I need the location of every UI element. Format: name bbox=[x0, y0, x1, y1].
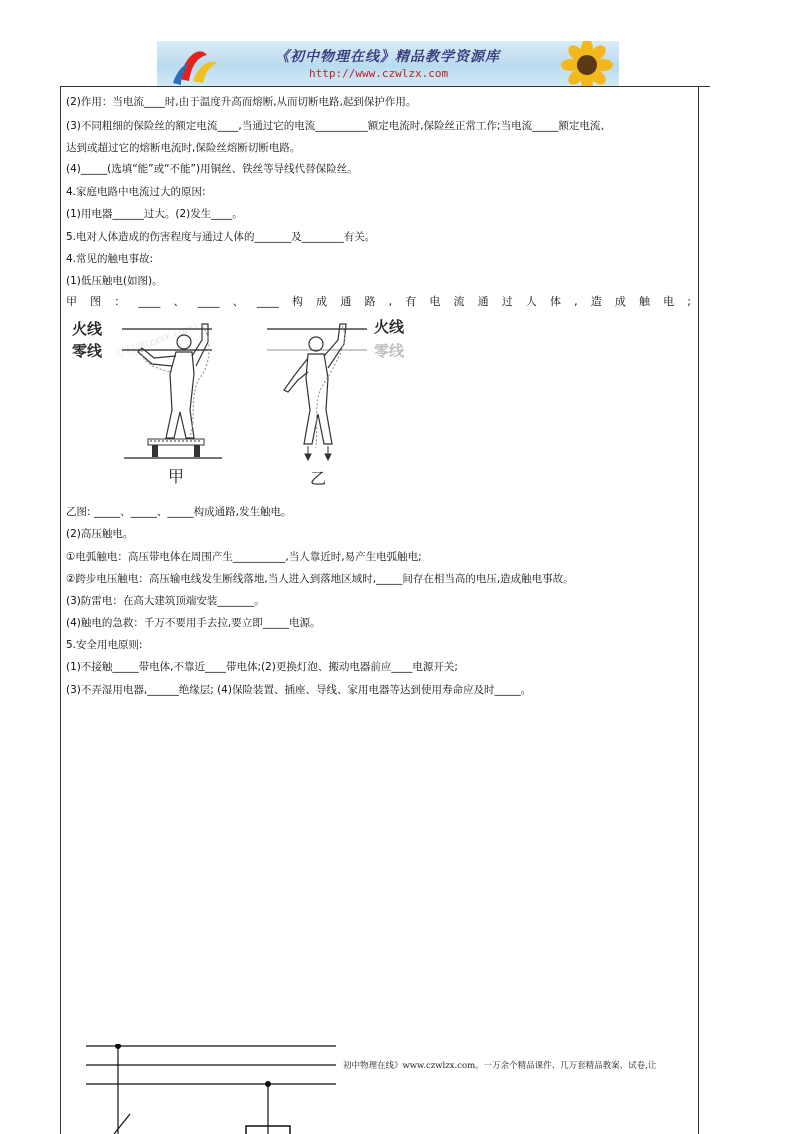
banner-url[interactable]: http://www.czwlzx.com bbox=[309, 67, 449, 80]
text-line: ①电弧触电：高压带电体在周围产生__________,当人靠近时,易产生电弧触电; bbox=[66, 551, 422, 563]
text-line: 4.常见的触电事故: bbox=[66, 253, 154, 265]
circuit-diagram bbox=[86, 1044, 346, 1134]
text-line: (2)高压触电。 bbox=[66, 528, 134, 540]
banner-title: 《初中物理在线》精品教学资源库 bbox=[275, 49, 500, 65]
figure-b-label: 乙 bbox=[310, 469, 327, 488]
text-line: (4)_____(选填“能”或“不能”)用铜丝、铁丝等导线代替保险丝。 bbox=[66, 163, 358, 175]
text-line: 5.电对人体造成的伤害程度与通过人体的_______及________有关。 bbox=[66, 231, 376, 243]
text-line: ②跨步电压触电：高压输电线发生断线落地,当人进入到落地区域时,_____间存在相当高的电压,造成触电事故。 bbox=[66, 573, 574, 585]
text-line: (2)作用：当电流____时,由于温度升高而熔断,从而切断电路,起到保护作用。 bbox=[66, 96, 417, 108]
ground-arrows bbox=[305, 446, 331, 460]
text-line: 乙图: _____、_____、_____构成通路,发生触电。 bbox=[66, 506, 292, 518]
text-line: (3)防雷电：在高大建筑顶端安装_______。 bbox=[66, 595, 265, 607]
electrocution-figure bbox=[62, 310, 422, 495]
live-wire-label-b: 火线 bbox=[374, 318, 405, 336]
text-line: 达到或超过它的熔断电流时,保险丝熔断切断电路。 bbox=[66, 142, 301, 154]
footer-text: 初中物理在线》www.czwlzx.com。一万余个精品课件、几万套精品教案、试卷,让 bbox=[343, 1061, 657, 1071]
neutral-wire-label-a: 零线 bbox=[72, 342, 103, 360]
insulating-stool bbox=[124, 439, 222, 458]
figure-a-label: 甲 bbox=[168, 467, 185, 486]
text-line: (1)不接触_____带电体,不靠近____带电体;(2)更换灯泡、搬动电器前应____电源开关; bbox=[66, 661, 458, 673]
text-line: (1)用电器______过大。(2)发生____。 bbox=[66, 208, 243, 220]
text-line: (4)触电的急救：千万不要用手去拉,要立即_____电源。 bbox=[66, 617, 321, 629]
text-line: 5.安全用电原则: bbox=[66, 639, 143, 651]
sunflower-icon bbox=[547, 41, 619, 86]
text-line: 4.家庭电路中电流过大的原因: bbox=[66, 186, 206, 198]
logo-icon bbox=[167, 41, 227, 86]
person-b bbox=[284, 324, 346, 448]
neutral-wire-label-b: 零线 bbox=[374, 342, 405, 360]
text-line: (3)不弄湿用电器,______绝缘层; (4)保险装置、插座、导线、家用电器等达到使用寿命应及时_____。 bbox=[66, 684, 532, 696]
live-wire-label-a: 火线 bbox=[72, 320, 103, 338]
watermark-text: 学科网(zxxk.com) bbox=[115, 321, 200, 361]
header-banner bbox=[157, 41, 619, 86]
text-line: (3)不同粗细的保险丝的额定电流____,当通过它的电流__________额定电流时,保险丝正常工作;当电流_____额定电流、 bbox=[66, 120, 611, 132]
text-line: (1)低压触电(如图)。 bbox=[66, 275, 163, 287]
switch-icon bbox=[114, 1114, 130, 1134]
figure-a-caption: 甲图：____、____、____构成通路,有电流通过人体,造成触电; bbox=[66, 295, 691, 308]
